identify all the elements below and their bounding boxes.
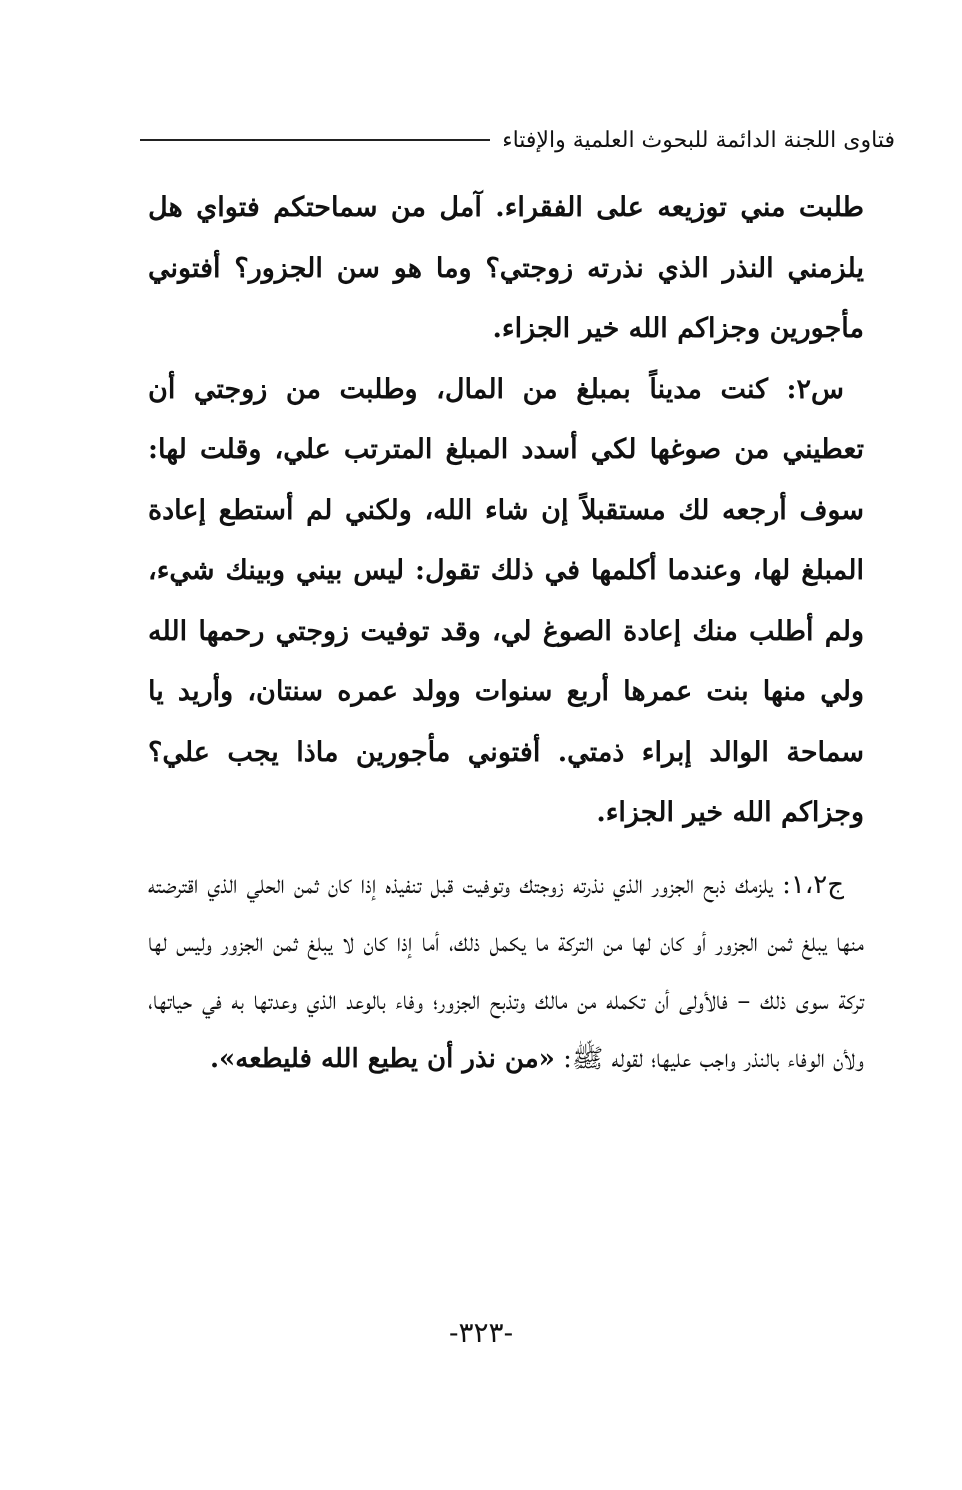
answer-paragraph: [148, 856, 864, 1088]
question-block: [148, 178, 864, 844]
answer-text: ج١،٢: يلزمك ذبح الجزور الذي نذرته زوجتك وتوفيت قبل تنفيذه إذا كان ثمن الحلي الذي اقترضته منها يبلغ ثمن الجزور أو كان لها من التركة ما يكمل ذلك، أما إذا كان لا يبلغ ثمن الجزور وليس لها تركة سوى ذلك – فالأولى أن تكمله من مالك وتذبح الجزور؛ وفاء بالوعد الذي وعدتها به في حياتها، ولأن الوفاء بالنذر واجب عليها؛ لقوله ﷺ:: [148, 869, 864, 1074]
running-header: [140, 120, 895, 160]
question-paragraph-1: طلبت مني توزيعه على الفقراء. آمل من سماحتكم فتواي هل يلزمني النذر الذي نذرته زوجتي؟ وما هو سن الجزور؟ أفتوني مأجورين وجزاكم الله خير الجزاء.: [148, 192, 864, 344]
body-text: [148, 178, 864, 1088]
question-paragraph-2: س٢: كنت مديناً بمبلغ من المال، وطلبت من زوجتي أن تعطيني من صوغها لكي أسدد المبلغ المترتب علي، وقلت لها: سوف أرجعه لك مستقبلاً إن شاء الله، ولكني لم أستطع إعادة المبلغ لها، وعندما أكلمها في ذلك تقول: ليس بيني وبينك شيء، ولم أطلب منك إعادة الصوغ لي، وقد توفيت زوجتي رحمها الله ولي منها بنت عمرها أربع سنوات وولد عمره سنتان، وأريد يا سماحة الوالد إبراء ذمتي. أفتوني مأجورين ماذا يجب علي؟ وجزاكم الله خير الجزاء.: [148, 373, 864, 828]
header-rule: [140, 139, 490, 141]
hadith-quote: «من نذر أن يطيع الله فليطعه».: [209, 1043, 555, 1074]
page-number: -٣٢٣-: [448, 1316, 514, 1349]
header-title: فتاوى اللجنة الدائمة للبحوث العلمية والإفتاء: [502, 127, 895, 153]
answer-block: [148, 856, 864, 1088]
